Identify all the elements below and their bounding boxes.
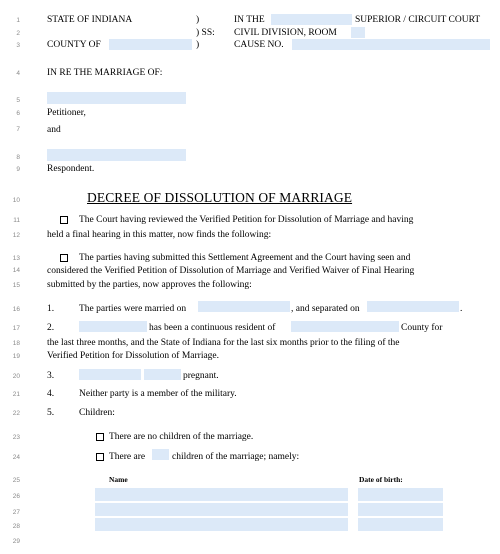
dob-column-header: Date of birth: bbox=[359, 475, 403, 484]
option-b-line-2: considered the Verified Petition of Dissolution of Marriage and Verified Waiver of Final Hearing bbox=[47, 266, 415, 276]
finding-number: 1. bbox=[47, 304, 55, 314]
line-number: 27 bbox=[12, 509, 20, 516]
option-b-line-1: The parties having submitted this Settlement Agreement and the Court having seen and bbox=[79, 253, 411, 263]
period: . bbox=[460, 304, 463, 314]
county-label: COUNTY OF bbox=[47, 40, 101, 50]
marriage-date-text: The parties were married on bbox=[79, 304, 187, 314]
child-name-field[interactable] bbox=[95, 488, 348, 501]
resident-text: has been a continuous resident of bbox=[149, 323, 276, 333]
caption-paren: ) bbox=[196, 40, 200, 50]
line-number: 3 bbox=[16, 42, 20, 49]
option-b-line-3: submitted by the parties, now approves the following: bbox=[47, 280, 252, 290]
child-name-field[interactable] bbox=[95, 518, 348, 531]
line-number: 25 bbox=[12, 477, 20, 484]
respondent-label: Respondent. bbox=[47, 164, 95, 174]
residency-line-3: Verified Petition for Dissolution of Marriage. bbox=[47, 351, 220, 361]
finding-number: 2. bbox=[47, 323, 55, 333]
option-a-line-1: The Court having reviewed the Verified Petition for Dissolution of Marriage and having bbox=[79, 215, 414, 225]
finding-number: 3. bbox=[47, 371, 55, 381]
county-for-text: County for bbox=[401, 323, 443, 333]
ss-label: ) SS: bbox=[196, 28, 215, 38]
line-number: 2 bbox=[16, 30, 20, 37]
line-number: 22 bbox=[12, 410, 20, 417]
line-number: 12 bbox=[12, 232, 20, 239]
separation-date-field[interactable] bbox=[367, 301, 459, 312]
pregnancy-party-field[interactable] bbox=[79, 369, 141, 380]
cause-no-label: CAUSE NO. bbox=[234, 40, 284, 50]
pregnancy-status-field[interactable] bbox=[144, 369, 181, 380]
finding-number: 4. bbox=[47, 389, 55, 399]
line-number: 23 bbox=[12, 434, 20, 441]
respondent-name-field[interactable] bbox=[47, 149, 186, 161]
resident-party-field[interactable] bbox=[79, 321, 147, 332]
child-dob-field[interactable] bbox=[358, 518, 443, 531]
line-number: 7 bbox=[16, 126, 20, 133]
no-children-checkbox[interactable] bbox=[96, 433, 104, 441]
line-number: 28 bbox=[12, 523, 20, 530]
line-number: 10 bbox=[12, 197, 20, 204]
caption-paren: ) bbox=[196, 15, 200, 25]
line-number: 11 bbox=[13, 217, 20, 224]
resident-county-field[interactable] bbox=[291, 321, 399, 332]
county-field[interactable] bbox=[109, 39, 192, 50]
petitioner-label: Petitioner, bbox=[47, 108, 86, 118]
court-type-label: SUPERIOR / CIRCUIT COURT bbox=[355, 15, 481, 25]
state-label: STATE OF INDIANA bbox=[47, 15, 133, 25]
line-number: 24 bbox=[12, 454, 20, 461]
line-number: 1 bbox=[16, 17, 20, 24]
residency-line-2: the last three months, and the State of Indiana for the last six months prior to the filing of the bbox=[47, 338, 400, 348]
court-county-field[interactable] bbox=[271, 14, 352, 25]
settlement-agreement-checkbox[interactable] bbox=[60, 254, 68, 262]
there-are-text: There are bbox=[109, 452, 146, 462]
civil-division-label: CIVIL DIVISION, ROOM bbox=[234, 28, 337, 38]
child-name-field[interactable] bbox=[95, 503, 348, 516]
line-number: 18 bbox=[12, 340, 20, 347]
children-of-marriage-text: children of the marriage; namely: bbox=[172, 452, 300, 462]
marriage-date-field[interactable] bbox=[198, 301, 290, 312]
pregnant-text: pregnant. bbox=[183, 371, 219, 381]
and-label: and bbox=[47, 125, 61, 135]
option-a-line-2: held a final hearing in this matter, now finds the following: bbox=[47, 230, 272, 240]
child-dob-field[interactable] bbox=[358, 503, 443, 516]
line-number: 15 bbox=[12, 282, 20, 289]
name-column-header: Name bbox=[109, 475, 128, 484]
line-number: 13 bbox=[12, 255, 20, 262]
separation-text: , and separated on bbox=[291, 304, 360, 314]
petitioner-name-field[interactable] bbox=[47, 92, 186, 104]
has-children-checkbox[interactable] bbox=[96, 453, 104, 461]
military-text: Neither party is a member of the military. bbox=[79, 389, 237, 399]
line-number: 6 bbox=[16, 110, 20, 117]
room-field[interactable] bbox=[351, 27, 365, 38]
children-count-field[interactable] bbox=[152, 449, 169, 460]
line-number: 5 bbox=[16, 97, 20, 104]
line-number: 16 bbox=[12, 306, 20, 313]
line-number: 19 bbox=[12, 353, 20, 360]
cause-number-field[interactable] bbox=[292, 39, 490, 50]
no-children-text: There are no children of the marriage. bbox=[109, 432, 254, 442]
line-number: 4 bbox=[16, 70, 20, 77]
in-re-heading: IN RE THE MARRIAGE OF: bbox=[47, 68, 163, 78]
document-title: DECREE OF DISSOLUTION OF MARRIAGE bbox=[87, 190, 353, 205]
line-number: 14 bbox=[12, 267, 20, 274]
line-number: 21 bbox=[12, 391, 20, 398]
line-number: 20 bbox=[12, 373, 20, 380]
line-number: 26 bbox=[12, 493, 20, 500]
line-number: 8 bbox=[16, 154, 20, 161]
child-dob-field[interactable] bbox=[358, 488, 443, 501]
in-the-label: IN THE bbox=[234, 15, 265, 25]
children-heading: Children: bbox=[79, 408, 115, 418]
court-reviewed-checkbox[interactable] bbox=[60, 216, 68, 224]
line-number: 9 bbox=[16, 166, 20, 173]
line-number: 17 bbox=[12, 325, 20, 332]
finding-number: 5. bbox=[47, 408, 55, 418]
line-number: 29 bbox=[12, 538, 20, 545]
